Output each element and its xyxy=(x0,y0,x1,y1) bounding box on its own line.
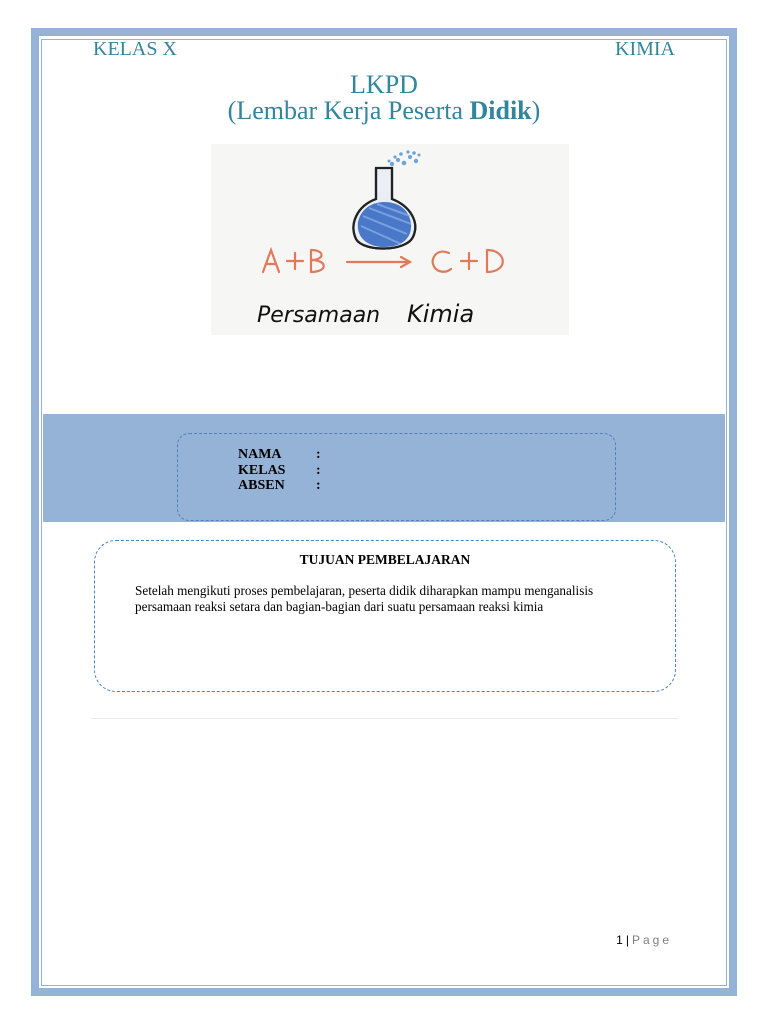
page-subtitle xyxy=(0,96,768,126)
class-label: KELAS X xyxy=(93,38,177,60)
field-kelas xyxy=(238,463,321,479)
field-colon: : xyxy=(316,463,321,478)
caption-word-2: Kimia xyxy=(407,300,475,328)
field-label-nama: NAMA xyxy=(238,447,282,462)
subtitle-prefix: (Lembar Kerja Peserta xyxy=(227,96,470,125)
objectives-text: Setelah mengikuti proses pembelajaran, peserta didik diharapkan mampu menganalisis persamaan reaksi setara dan bagian-bagian dari suatu persamaan reaksi kimia xyxy=(135,583,594,614)
bubbles-icon xyxy=(388,150,421,166)
footer-separator: | xyxy=(625,933,629,947)
field-label-absen: ABSEN xyxy=(238,478,285,493)
field-label-kelas: KELAS xyxy=(238,463,286,478)
objectives-heading: TUJUAN PEMBELAJARAN xyxy=(299,552,471,567)
page-title: LKPD xyxy=(350,70,418,99)
reaction-equation xyxy=(263,250,503,272)
divider xyxy=(91,718,678,719)
subtitle-bold: Didik xyxy=(469,96,532,125)
field-absen xyxy=(238,478,321,494)
chemistry-illustration xyxy=(211,144,569,335)
field-colon: : xyxy=(316,447,321,462)
flask-icon xyxy=(353,168,415,249)
subtitle-suffix: ) xyxy=(531,96,541,125)
field-colon: : xyxy=(316,478,321,493)
page-word: Page xyxy=(631,933,672,947)
page-footer xyxy=(616,933,672,947)
subject-label: KIMIA xyxy=(615,38,675,60)
caption-word-1: Persamaan xyxy=(257,303,381,328)
page-number: 1 xyxy=(616,933,623,947)
field-nama xyxy=(238,447,321,463)
